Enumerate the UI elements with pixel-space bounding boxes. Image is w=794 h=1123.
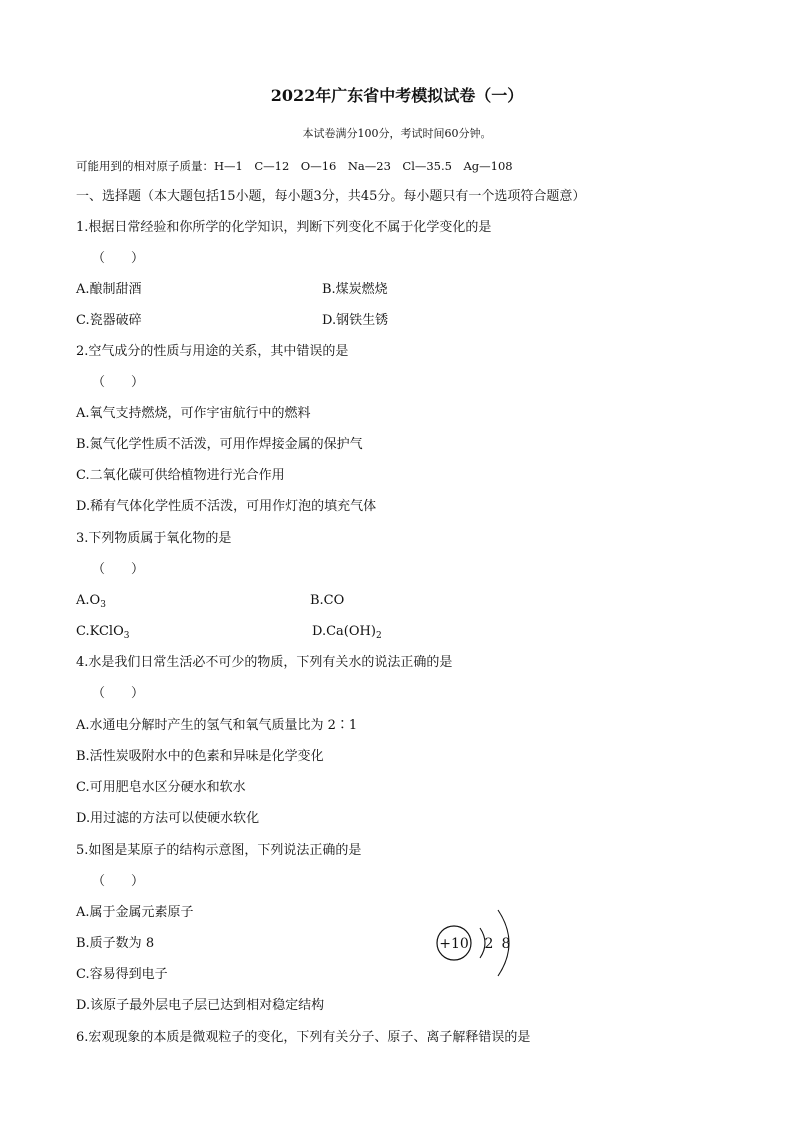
q3-option-a: $A.O_3$ [76,593,106,610]
q5-option-d: D.该原子最外层电子层已达到相对稳定结构 [76,998,325,1013]
q2-stem: 2.空气成分的性质与用途的关系，其中错误的是 [76,344,349,359]
q1-option-c: C.瓷器破碎 [76,313,142,328]
q5-stem: 5.如图是某原子的结构示意图，下列说法正确的是 [76,843,362,858]
q4-option-d: D.用过滤的方法可以使硬水软化 [76,811,260,826]
q1-answer-blank: （ ） [92,251,145,266]
q3-option-d: $D.Ca(OH)_2$ [312,624,382,641]
shell-1-electrons: 2 [484,936,494,952]
q5-option-c: C.容易得到电子 [76,967,168,982]
q2-option-a: A.氧气支持燃烧，可作宇宙航行中的燃料 [76,406,311,421]
q4-option-b: B.活性炭吸附水中的色素和异味是化学变化 [76,749,324,764]
q5-option-b: B.质子数为 8 [76,936,155,951]
q1-stem: 1.根据日常经验和你所学的化学知识，判断下列变化不属于化学变化的是 [76,220,492,235]
q2-option-d: D.稀有气体化学性质不活泼，可用作灯泡的填充气体 [76,499,377,514]
q2-answer-blank: （ ） [92,375,145,390]
q6-stem: 6.宏观现象的本质是微观粒子的变化，下列有关分子、原子、离子解释错误的是 [76,1030,531,1045]
q3-option-b: B.CO [310,593,345,608]
atomic-structure-diagram [430,902,530,982]
q3-stem: 3.下列物质属于氧化物的是 [76,531,232,546]
q1-option-d: D.钢铁生锈 [322,313,389,328]
q4-option-a: A.水通电分解时产生的氢气和氧气质量比为 2∶1 [76,718,358,733]
q1-option-b: B.煤炭燃烧 [322,282,388,297]
page-title: 2022年广东省中考模拟试卷（一） [270,86,524,105]
section-heading: 一、选择题（本大题包括15小题，每小题3分，共45分。每小题只有一个选项符合题意） [76,189,586,204]
shell-2-electrons: 8 [501,936,511,952]
q1-option-a: A.酿制甜酒 [76,282,142,297]
q3-answer-blank: （ ） [92,562,145,577]
q2-option-b: B.氮气化学性质不活泼，可用作焊接金属的保护气 [76,437,363,452]
q5-answer-blank: （ ） [92,874,145,889]
q2-option-c: C.二氧化碳可供给植物进行光合作用 [76,468,285,483]
q5-option-a: A.属于金属元素原子 [76,905,194,920]
q4-stem: 4.水是我们日常生活必不可少的物质，下列有关水的说法正确的是 [76,655,453,670]
nucleus-charge: +10 [439,936,469,952]
q4-option-c: C.可用肥皂水区分硬水和软水 [76,780,246,795]
q4-answer-blank: （ ） [92,686,145,701]
q3-option-c: C.KClO$_3$ [76,624,130,641]
exam-info: 本试卷满分100分，考试时间60分钟。 [302,127,492,140]
atomic-masses: 可能用到的相对原子质量：H—1 C—12 O—16 Na—23 Cl—35.5 Ag—108 [76,159,513,173]
